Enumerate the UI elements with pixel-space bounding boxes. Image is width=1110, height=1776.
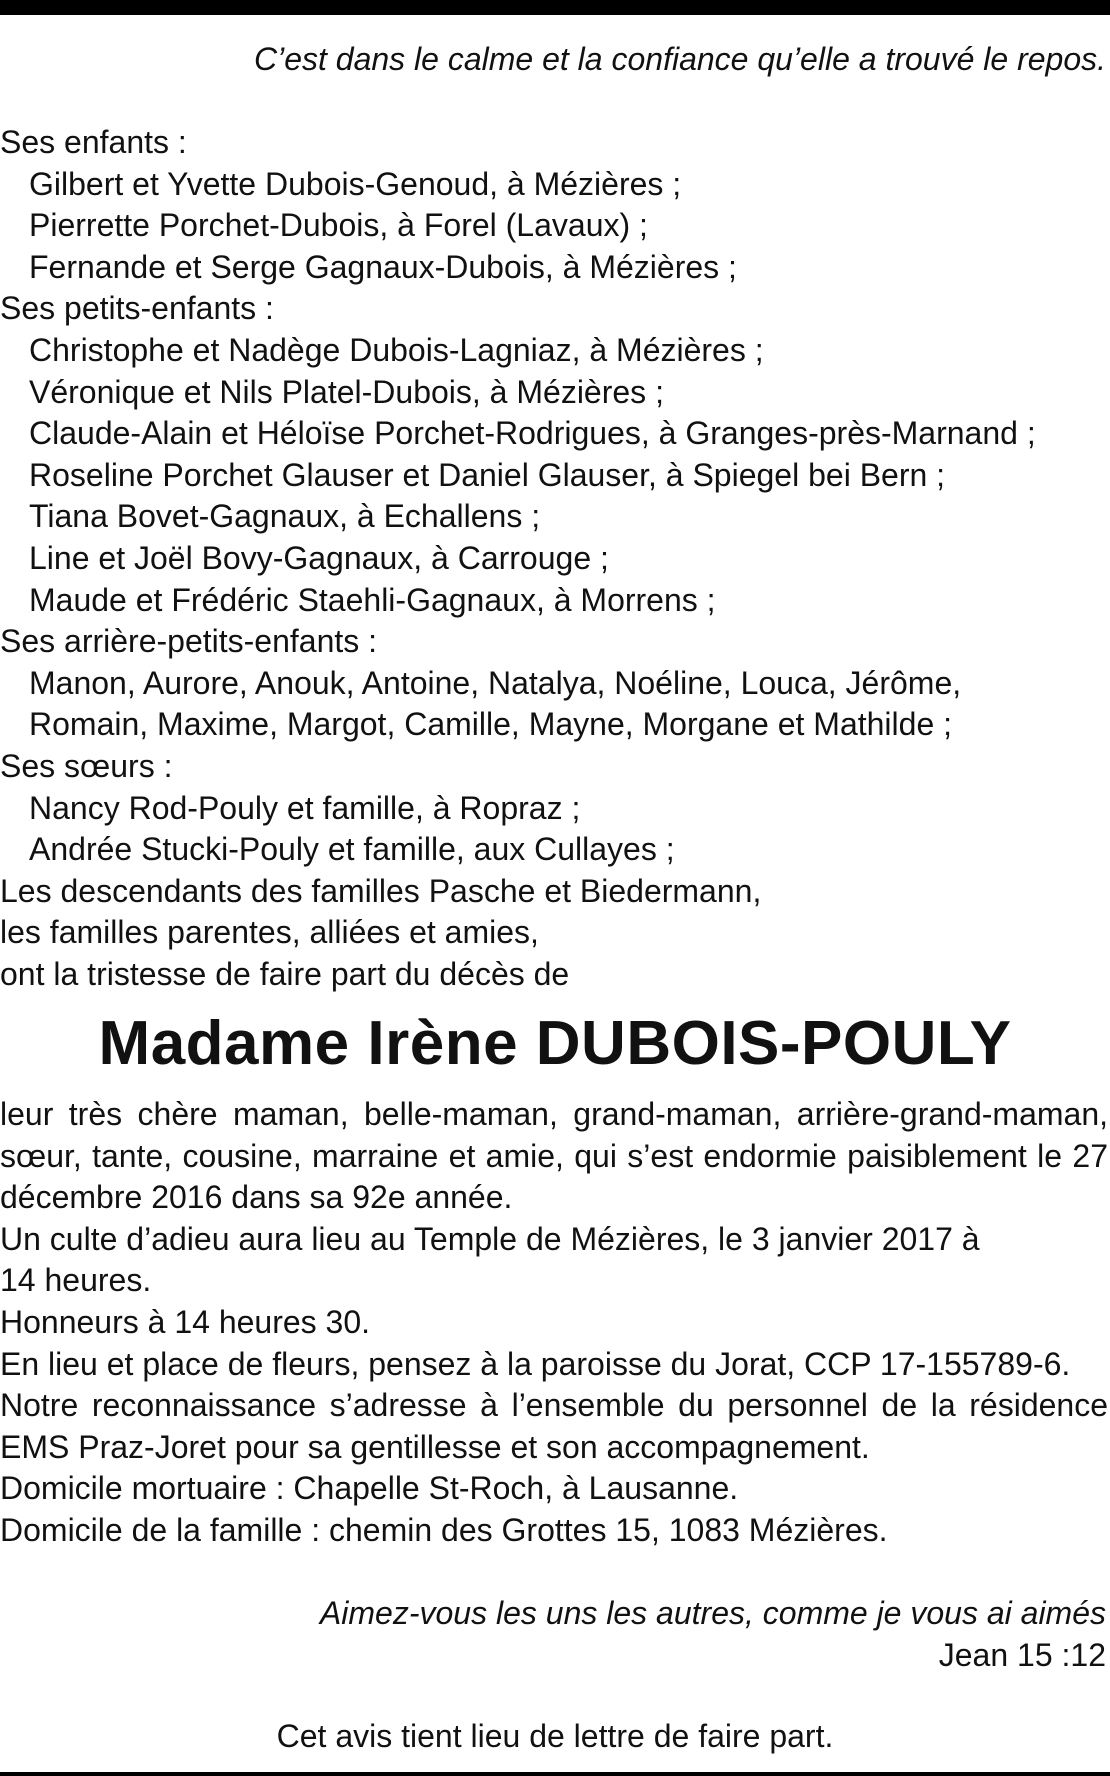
family-member: Roseline Porchet Glauser et Daniel Glauser, à Spiegel bei Bern ; [29,456,946,493]
description-paragraph: leur très chère maman, belle-maman, grand-maman, arrière-grand-maman, sœur, tante, cousine, marraine et amie, qui s’est endormie paisiblement le 27 décembre 2016 dans sa 92e année. [0,1096,1108,1216]
bottom-rule [0,1772,1110,1776]
announcement-line: Les descendants des familles Pasche et Biedermann, [0,872,762,909]
family-member: Andrée Stucki-Pouly et famille, aux Cullayes ; [29,831,675,868]
family-member: Fernande et Serge Gagnaux-Dubois, à Mézières ; [29,248,737,285]
family-member: Claude-Alain et Héloïse Porchet-Rodrigues, à Granges-près-Marnand ; [29,415,1036,452]
family-member: Maude et Frédéric Staehli-Gagnaux, à Morrens ; [29,581,716,618]
group-label-sisters: Ses sœurs : [0,747,173,784]
service-line: Honneurs à 14 heures 30. [0,1303,371,1340]
closing-notice: Cet avis tient lieu de lettre de faire part. [276,1718,834,1754]
quote-text: Aimez-vous les uns les autres, comme je vous ai aimés [319,1595,1106,1631]
quote-reference: Jean 15 :12 [938,1637,1106,1673]
family-member: Véronique et Nils Platel-Dubois, à Mézières ; [29,373,664,410]
family-member: Tiana Bovet-Gagnaux, à Echallens ; [29,498,541,535]
address-line: Domicile mortuaire : Chapelle St-Roch, à Lausanne. [0,1470,739,1507]
family-member: Gilbert et Yvette Dubois-Genoud, à Mézières ; [29,165,682,202]
group-label-grandchildren: Ses petits-enfants : [0,290,274,327]
family-member: Manon, Aurore, Anouk, Antoine, Natalya, Noéline, Louca, Jérôme, [29,664,962,701]
service-line: En lieu et place de fleurs, pensez à la paroisse du Jorat, CCP 17-155789-6. [0,1345,1071,1382]
family-member: Christophe et Nadège Dubois-Lagniaz, à Mézières ; [29,331,764,368]
deceased-name: Madame Irène DUBOIS-POULY [98,1009,1012,1078]
announcement-line: ont la tristesse de faire part du décès de [0,955,570,992]
family-member: Pierrette Porchet-Dubois, à Forel (Lavaux) ; [29,207,648,244]
gratitude-paragraph: Notre reconnaissance s’adresse à l’ensemble du personnel de la résidence EMS Praz-Joret pour sa gentillesse et son accompagnement. [0,1387,1108,1465]
bible-quote [320,1592,1106,1676]
group-label-children: Ses enfants : [0,124,187,160]
announcement-line: les familles parentes, alliées et amies, [0,914,539,951]
top-rule [0,0,1110,15]
group-label-great-grandchildren: Ses arrière-petits-enfants : [0,623,378,660]
family-list [0,122,1108,995]
service-line: 14 heures. [0,1262,152,1299]
service-line: Un culte d’adieu aura lieu au Temple de Mézières, le 3 janvier 2017 à [0,1220,980,1257]
family-member: Nancy Rod-Pouly et famille, à Ropraz ; [29,789,581,826]
epigraph: C’est dans le calme et la confiance qu’elle a trouvé le repos. [253,41,1106,77]
notice-body [0,1094,1108,1552]
address-line: Domicile de la famille : chemin des Grottes 15, 1083 Mézières. [0,1511,888,1548]
family-member: Romain, Maxime, Margot, Camille, Mayne, Morgane et Mathilde ; [29,706,953,743]
family-member: Line et Joël Bovy-Gagnaux, à Carrouge ; [29,539,609,576]
